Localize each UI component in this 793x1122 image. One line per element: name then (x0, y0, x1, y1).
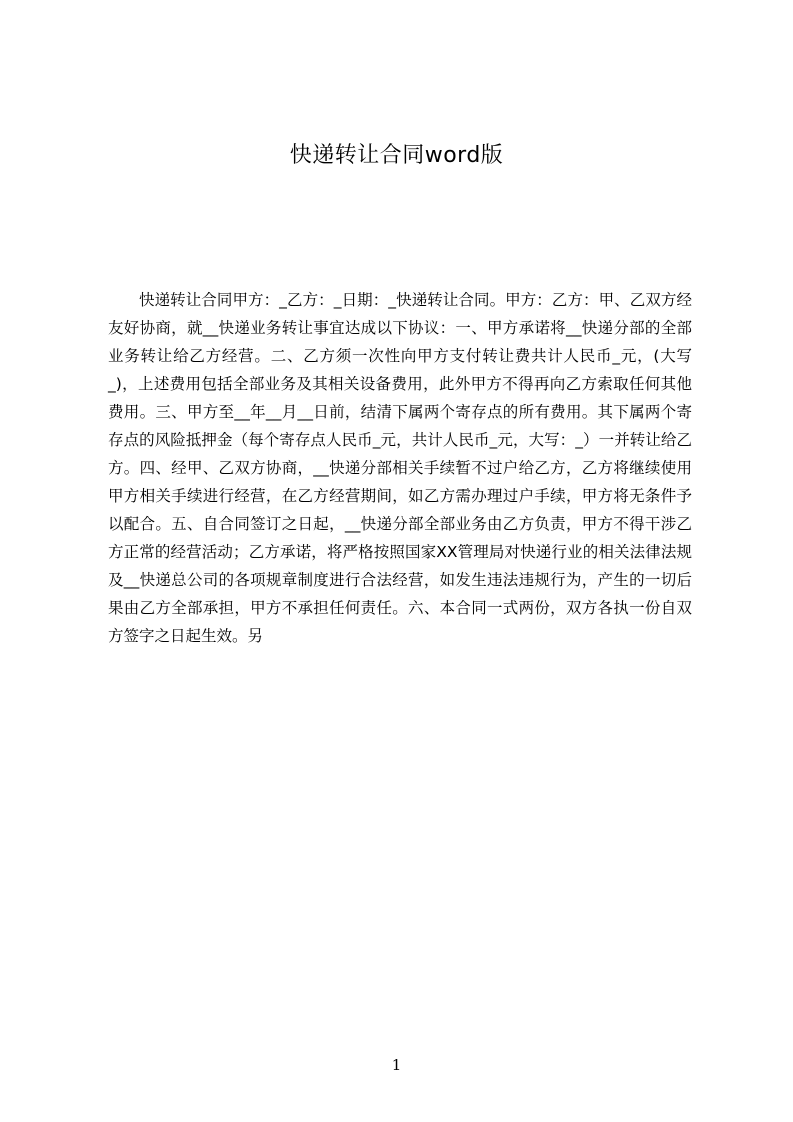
page-number: 1 (391, 1056, 402, 1074)
document-body-paragraph: 快递转让合同甲方：_乙方：_日期：_快递转让合同。甲方：乙方：甲、乙双方经友好协商，就__快递业务转让事宜达成以下协议：一、甲方承诺将__快递分部的全部业务转让给乙方经营。二、乙方须一次性向甲方支付转让费共计人民币_元，(大写_)，上述费用包括全部业务及其相关设备费用，此外甲方不得再向乙方索取任何其他费用。三、甲方至__年__月__日前，结清下属两个寄存点的所有费用。其下属两个寄存点的风险抵押金（每个寄存点人民币_元，共计人民币_元，大写：_）一并转让给乙方。四、经甲、乙双方协商，__快递分部相关手续暂不过户给乙方，乙方将继续使用甲方相关手续进行经营，在乙方经营期间，如乙方需办理过户手续，甲方将无条件予以配合。五、自合同签订之日起，__快递分部全部业务由乙方负责，甲方不得干涉乙方正常的经营活动；乙方承诺，将严格按照国家XX管理局对快递行业的相关法律法规及__快递总公司的各项规章制度进行合法经营，如发生违法违规行为，产生的一切后果由乙方全部承担，甲方不承担任何责任。六、本合同一式两份，双方各执一份自双方签字之日起生效。另 (108, 291, 692, 645)
document-title: 快递转让合同word版 (289, 143, 504, 168)
